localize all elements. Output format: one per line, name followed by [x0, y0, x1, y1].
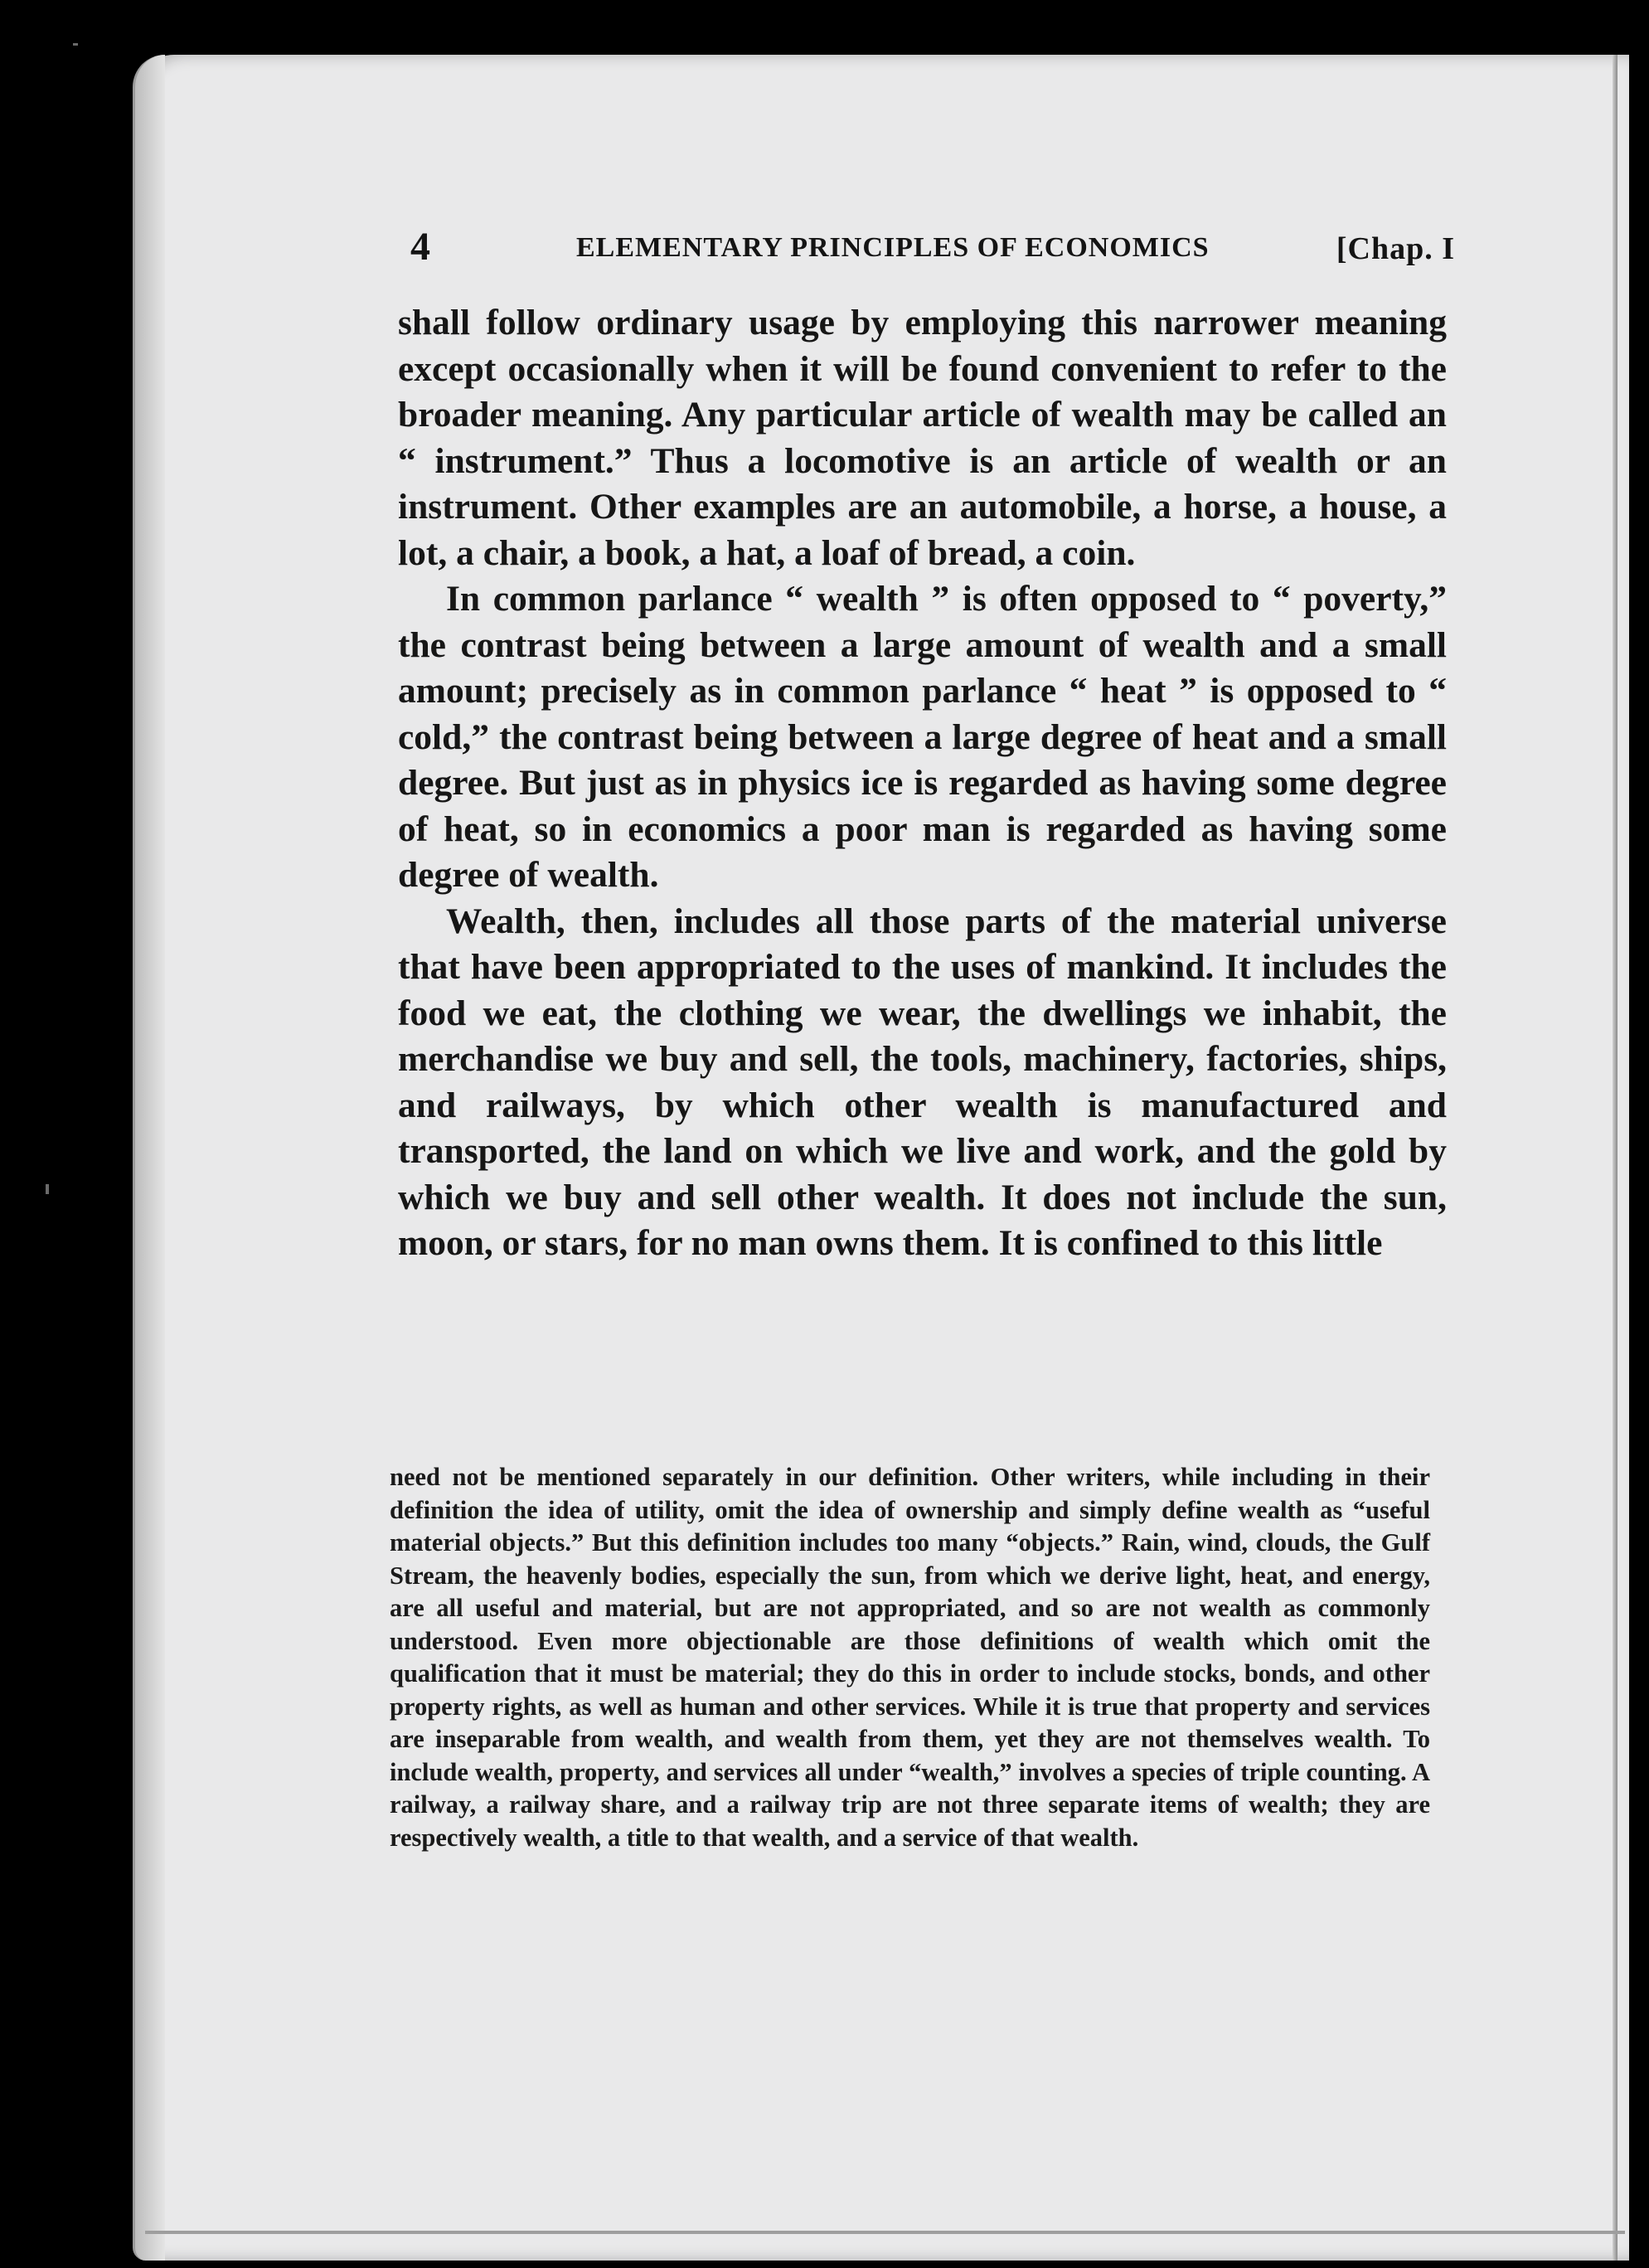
running-title: ELEMENTARY PRINCIPLES OF ECONOMICS: [576, 232, 1210, 263]
scan-speck-left: [46, 1184, 49, 1194]
body-text: [398, 300, 1447, 1267]
chapter-reference: [Chap. I: [1336, 231, 1455, 266]
paragraph-wealth-definition: Wealth, then, includes all those parts of the material universe that have been appropriated to the uses of mankind. It includes the food we eat, the clothing we wear, the dwellings we inhabit, the merchandise we buy and sell, the tools, machinery, factories, ships, and railways, by which other wealth is manufactured and transported, the land on which we live and work, and the gold by which we buy and sell other wealth. It does not include the sun, moon, or stars, for no man owns them. It is confined to this little: [398, 901, 1447, 1263]
paragraph-wealth-vs-poverty: In common parlance “ wealth ” is often opposed to “ poverty,” the contrast being between a large amount of wealth and a small amount; precisely as in common parlance “ heat ” is opposed to “ cold,” the contrast being between a large degree of heat and a small degree. But just as in physics ice is regarded as having some degree of heat, so in economics a poor man is regarded as having some degree of wealth.: [398, 579, 1447, 895]
page-spine-edge: [133, 55, 165, 2261]
page-number: 4: [410, 225, 430, 269]
page-header: [410, 224, 1455, 274]
footnote: [390, 1461, 1430, 1854]
page-bottom-edge: [145, 2231, 1625, 2234]
page-right-edge: [1613, 55, 1617, 2261]
scan-speck-top-left: [73, 43, 78, 46]
paragraph-continued: shall follow ordinary usage by employing this narrower meaning except occasionally when it will be found convenient to refer to the broader meaning. Any particular article of wealth may be called an “ instrument.” Thus a locomotive is an article of wealth or an instrument. Other examples are an automobile, a horse, a house, a lot, a chair, a book, a hat, a loaf of bread, a coin.: [398, 303, 1447, 573]
footnote-text: need not be mentioned separately in our definition. Other writers, while including in their definition the idea of utility, omit the idea of ownership and simply define wealth as “useful material objects.” But this definition includes too many “objects.” Rain, wind, clouds, the Gulf Stream, the heavenly bodies, especially the sun, from which we derive light, heat, and energy, are all useful and material, but are not appropriated, and so are not wealth as commonly understood. Even more objectionable are those definitions of wealth which omit the qualification that it must be material; they do this in order to include stocks, bonds, and other property rights, as well as human and other services. While it is true that property and services are inseparable from wealth, and wealth from them, yet they are not themselves wealth. To include wealth, property, and services all under “wealth,” involves a species of triple counting. A railway, a railway share, and a railway trip are not three separate items of wealth; they are respectively wealth, a title to that wealth, and a service of that wealth.: [390, 1463, 1430, 1852]
